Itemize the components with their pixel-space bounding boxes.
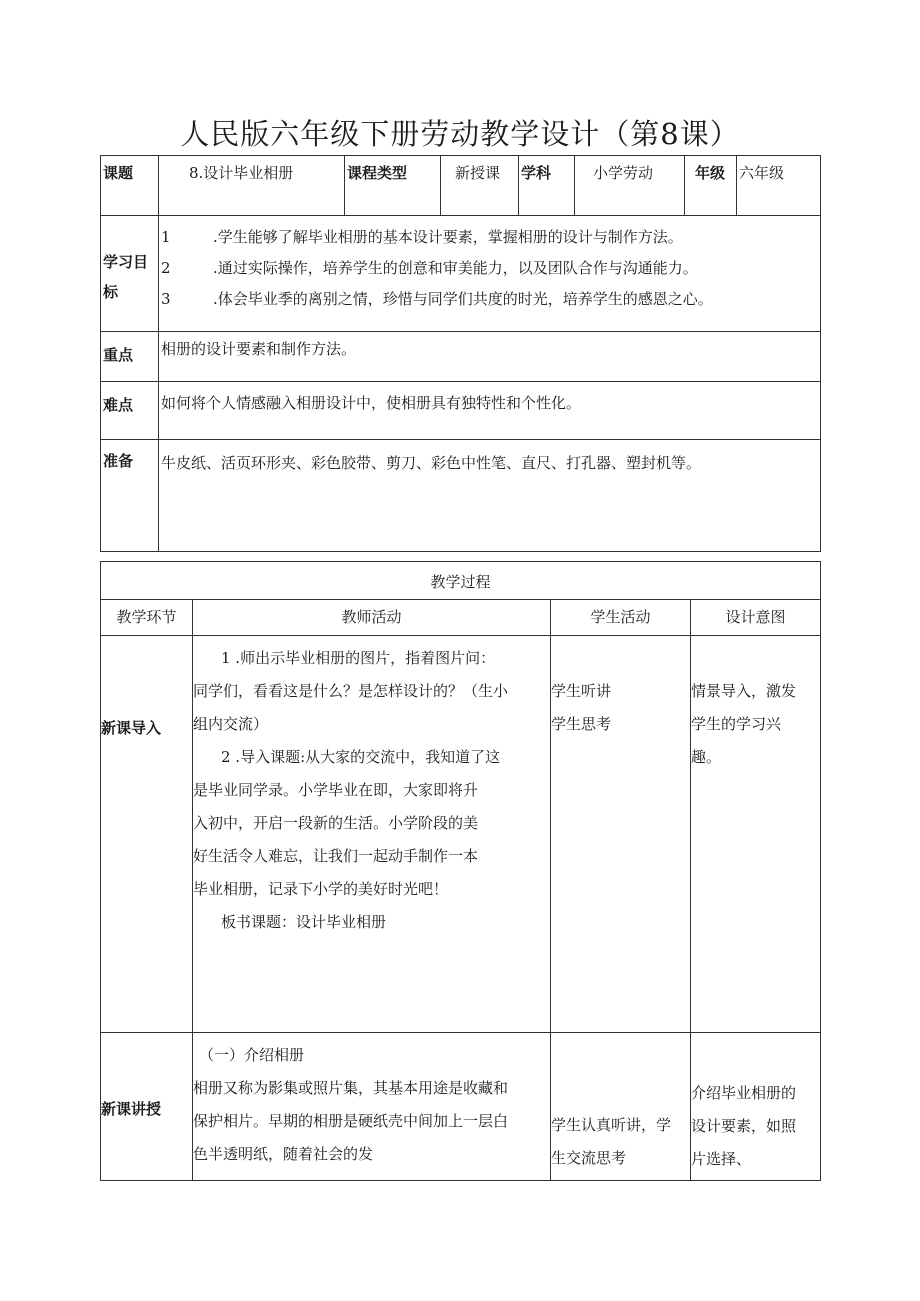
- student-activity: 学生认真听讲，学 生交流思考: [551, 1033, 691, 1181]
- type-value: 新授课: [441, 156, 519, 216]
- subject-label: 学科: [519, 156, 575, 216]
- goal-item: 3 .体会毕业季的离别之情，珍惜与同学们共度的时光，培养学生的感恩之心。: [161, 290, 713, 308]
- process-header: 教学过程: [101, 562, 821, 600]
- student-activity: 学生听讲 学生思考: [551, 636, 691, 1033]
- goal-item: 2 .通过实际操作，培养学生的创意和审美能力，以及团队合作与沟通能力。: [161, 259, 698, 277]
- design-intent: 介绍毕业相册的 设计要素，如照 片选择、: [691, 1033, 821, 1181]
- teacher-activity: （一）介绍相册 相册又称为影集或照片集，其基本用途是收藏和 保护相片。早期的相册是硬纸壳中间加上一层白 色半透明纸，随着社会的发: [193, 1033, 551, 1181]
- teacher-activity: 1 .师出示毕业相册的图片，指着图片问： 同学们，看看这是什么？是怎样设计的？（生小 组内交流） 2 .导入课题:从大家的交流中，我知道了这 是毕业同学录。小学毕业在即，大家即将升 入初中，开启一段新的生活。小学阶段的美 好生活令人难忘，让我们一起动手制作一本 毕业相册，记录下小学的美好时光吧！ 板书课题：设计毕业相册: [193, 636, 551, 1033]
- goal-item: 1 .学生能够了解毕业相册的基本设计要素，掌握相册的设计与制作方法。: [161, 228, 683, 246]
- stage-lecture: 新课讲授: [101, 1033, 193, 1181]
- page-title: 人民版六年级下册劳动教学设计（第8课）: [180, 117, 740, 151]
- key-value: 相册的设计要素和制作方法。: [159, 332, 821, 382]
- lesson-value: 8.设计毕业相册: [159, 156, 345, 216]
- teaching-process-table: [100, 561, 821, 1181]
- goals-list: [159, 216, 821, 332]
- prep-label: 准备: [101, 440, 159, 552]
- col-stage: 教学环节: [101, 600, 193, 636]
- col-intent: 设计意图: [691, 600, 821, 636]
- key-label: 重点: [101, 332, 159, 382]
- design-intent: 情景导入，激发 学生的学习兴 趣。: [691, 636, 821, 1033]
- lesson-info-table: [100, 155, 821, 552]
- grade-label: 年级: [685, 156, 737, 216]
- difficulty-label: 难点: [101, 382, 159, 440]
- col-student: 学生活动: [551, 600, 691, 636]
- difficulty-value: 如何将个人情感融入相册设计中，使相册具有独特性和个性化。: [159, 382, 821, 440]
- type-label: 课程类型: [345, 156, 441, 216]
- subject-value: 小学劳动: [575, 156, 685, 216]
- col-teacher: 教师活动: [193, 600, 551, 636]
- grade-value: 六年级: [737, 156, 821, 216]
- stage-intro: 新课导入: [101, 636, 193, 1033]
- lesson-label: 课题: [101, 156, 159, 216]
- goals-label: 学习目标: [101, 216, 159, 332]
- prep-value: 牛皮纸、活页环形夹、彩色胶带、剪刀、彩色中性笔、直尺、打孔器、塑封机等。: [159, 440, 821, 552]
